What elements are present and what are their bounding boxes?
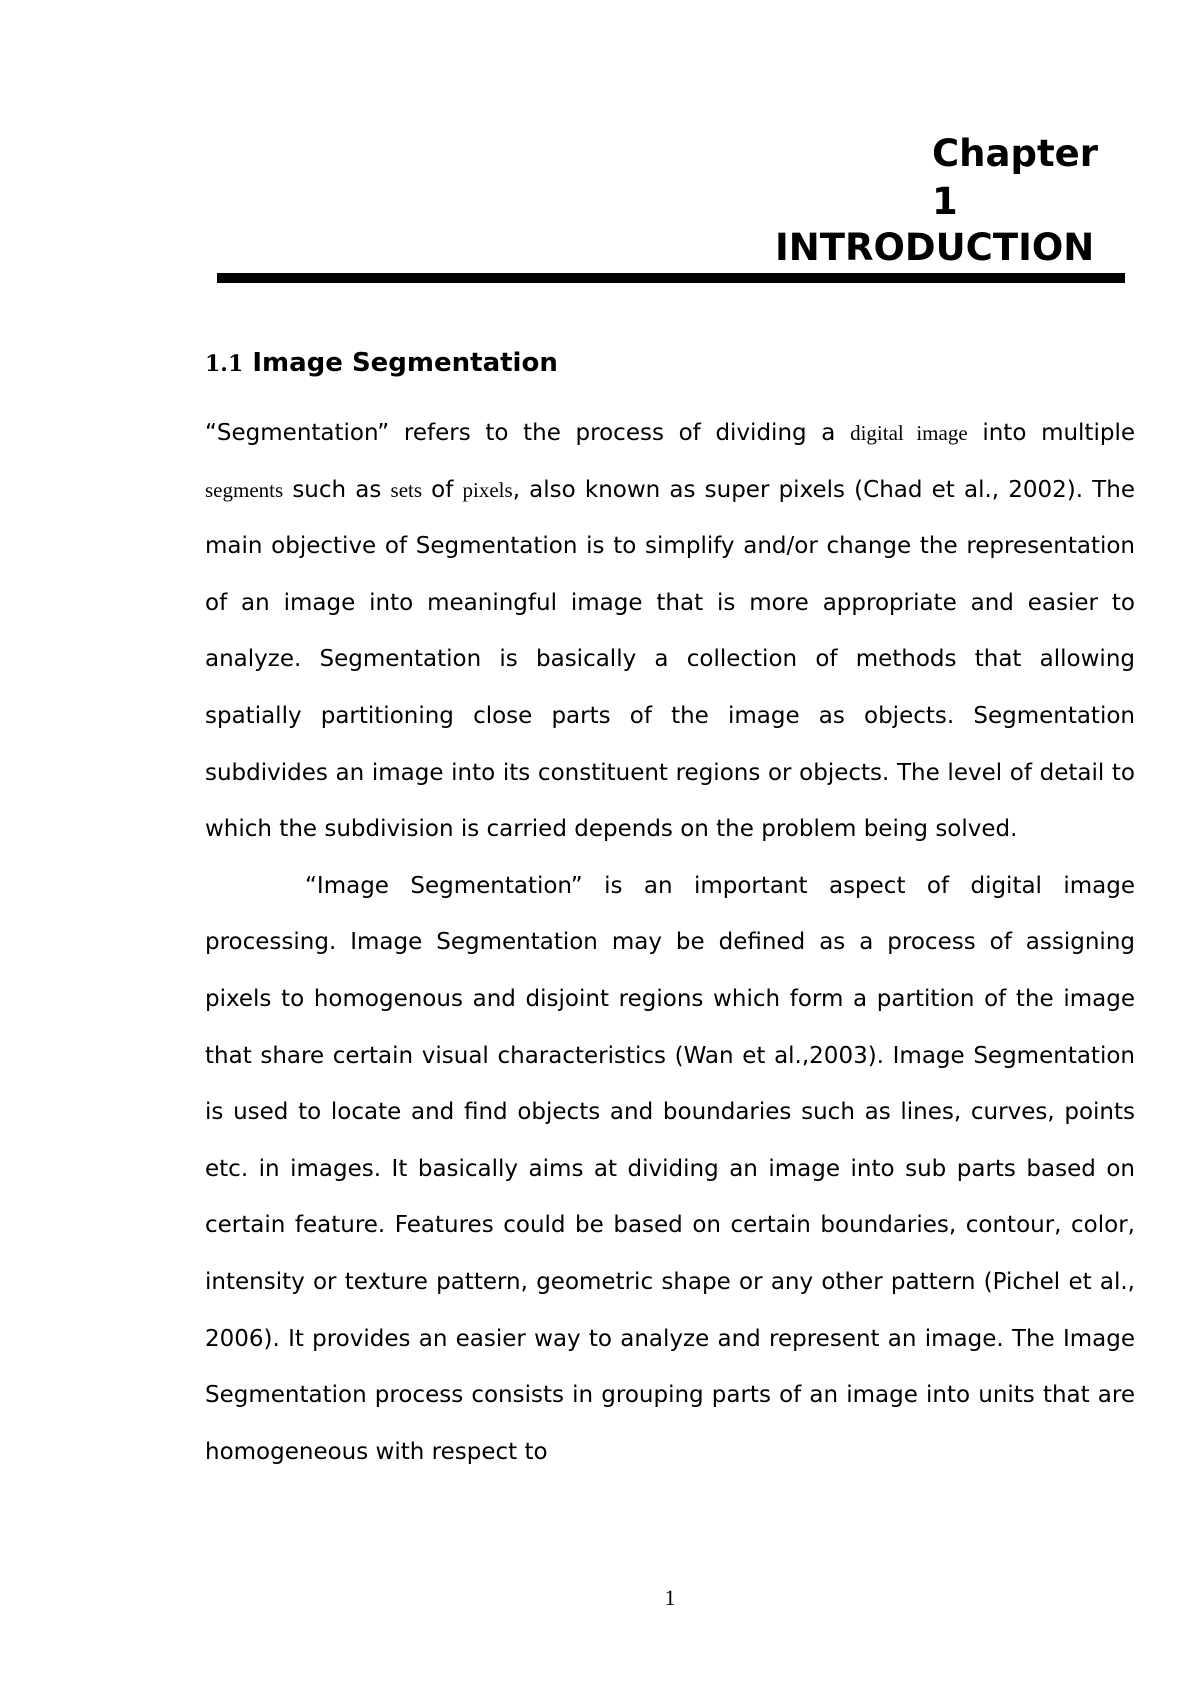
paragraph-1-term: sets [390,477,423,502]
paragraph-1-term: pixels [462,477,513,502]
chapter-title: INTRODUCTION [775,226,1095,269]
page-number: 1 [664,1585,676,1610]
paragraph-1-term: segments [205,477,284,502]
section-heading [205,348,558,378]
paragraph-1-segment: refers to the process of dividing a [389,420,851,446]
body-text [205,405,1135,1480]
paragraph-1-segment: such as [283,476,391,503]
chapter-divider [217,273,1125,283]
paragraph-1-term: digital image [850,421,968,445]
paragraph-2: “Image Segmentation” is an important aspect of digital image processing. Image Segmentation may be defined as a process of assigning pixels to homogenous and disjoint regions which form a partition of the image that share certain visual characteristics (Wan et al.,2003). Image Segmentation is used to locate and find objects and boundaries such as lines, curves, points etc. in images. It basically aims at dividing an image into sub parts based on certain feature. Features could be based on certain boundaries, contour, color, intensity or texture pattern, geometric shape or any other pattern (Pichel et al., 2006). It provides an easier way to analyze and represent an image. The Image Segmentation process consists in grouping parts of an image into units that are homogeneous with respect to [205,872,1135,1465]
section-number: 1.1 [205,351,244,377]
section-title: Image Segmentation [252,348,558,378]
paragraph-1-segment: , also known as super pixels (Chad et al., 2002). The main objective of Segmentation is to simplify and/or change the representation of an image into meaningful image that is more appropriate and easier to analyze. Segmentation is basically a collection of methods that allowing spatially partitioning close parts of the image as objects. Segmentation subdivides an image into its constituent regions or objects. The level of detail to which the subdivision is carried depends on the problem being solved. [205,476,1136,843]
paragraph-1-segment: of [422,476,463,503]
chapter-number: 1 [932,180,958,223]
paragraph-1 [205,405,1135,858]
paragraph-1-segment: “Segmentation” [205,420,390,446]
paragraph-1-segment: into multiple [967,420,1135,446]
chapter-label: Chapter [932,132,1098,175]
